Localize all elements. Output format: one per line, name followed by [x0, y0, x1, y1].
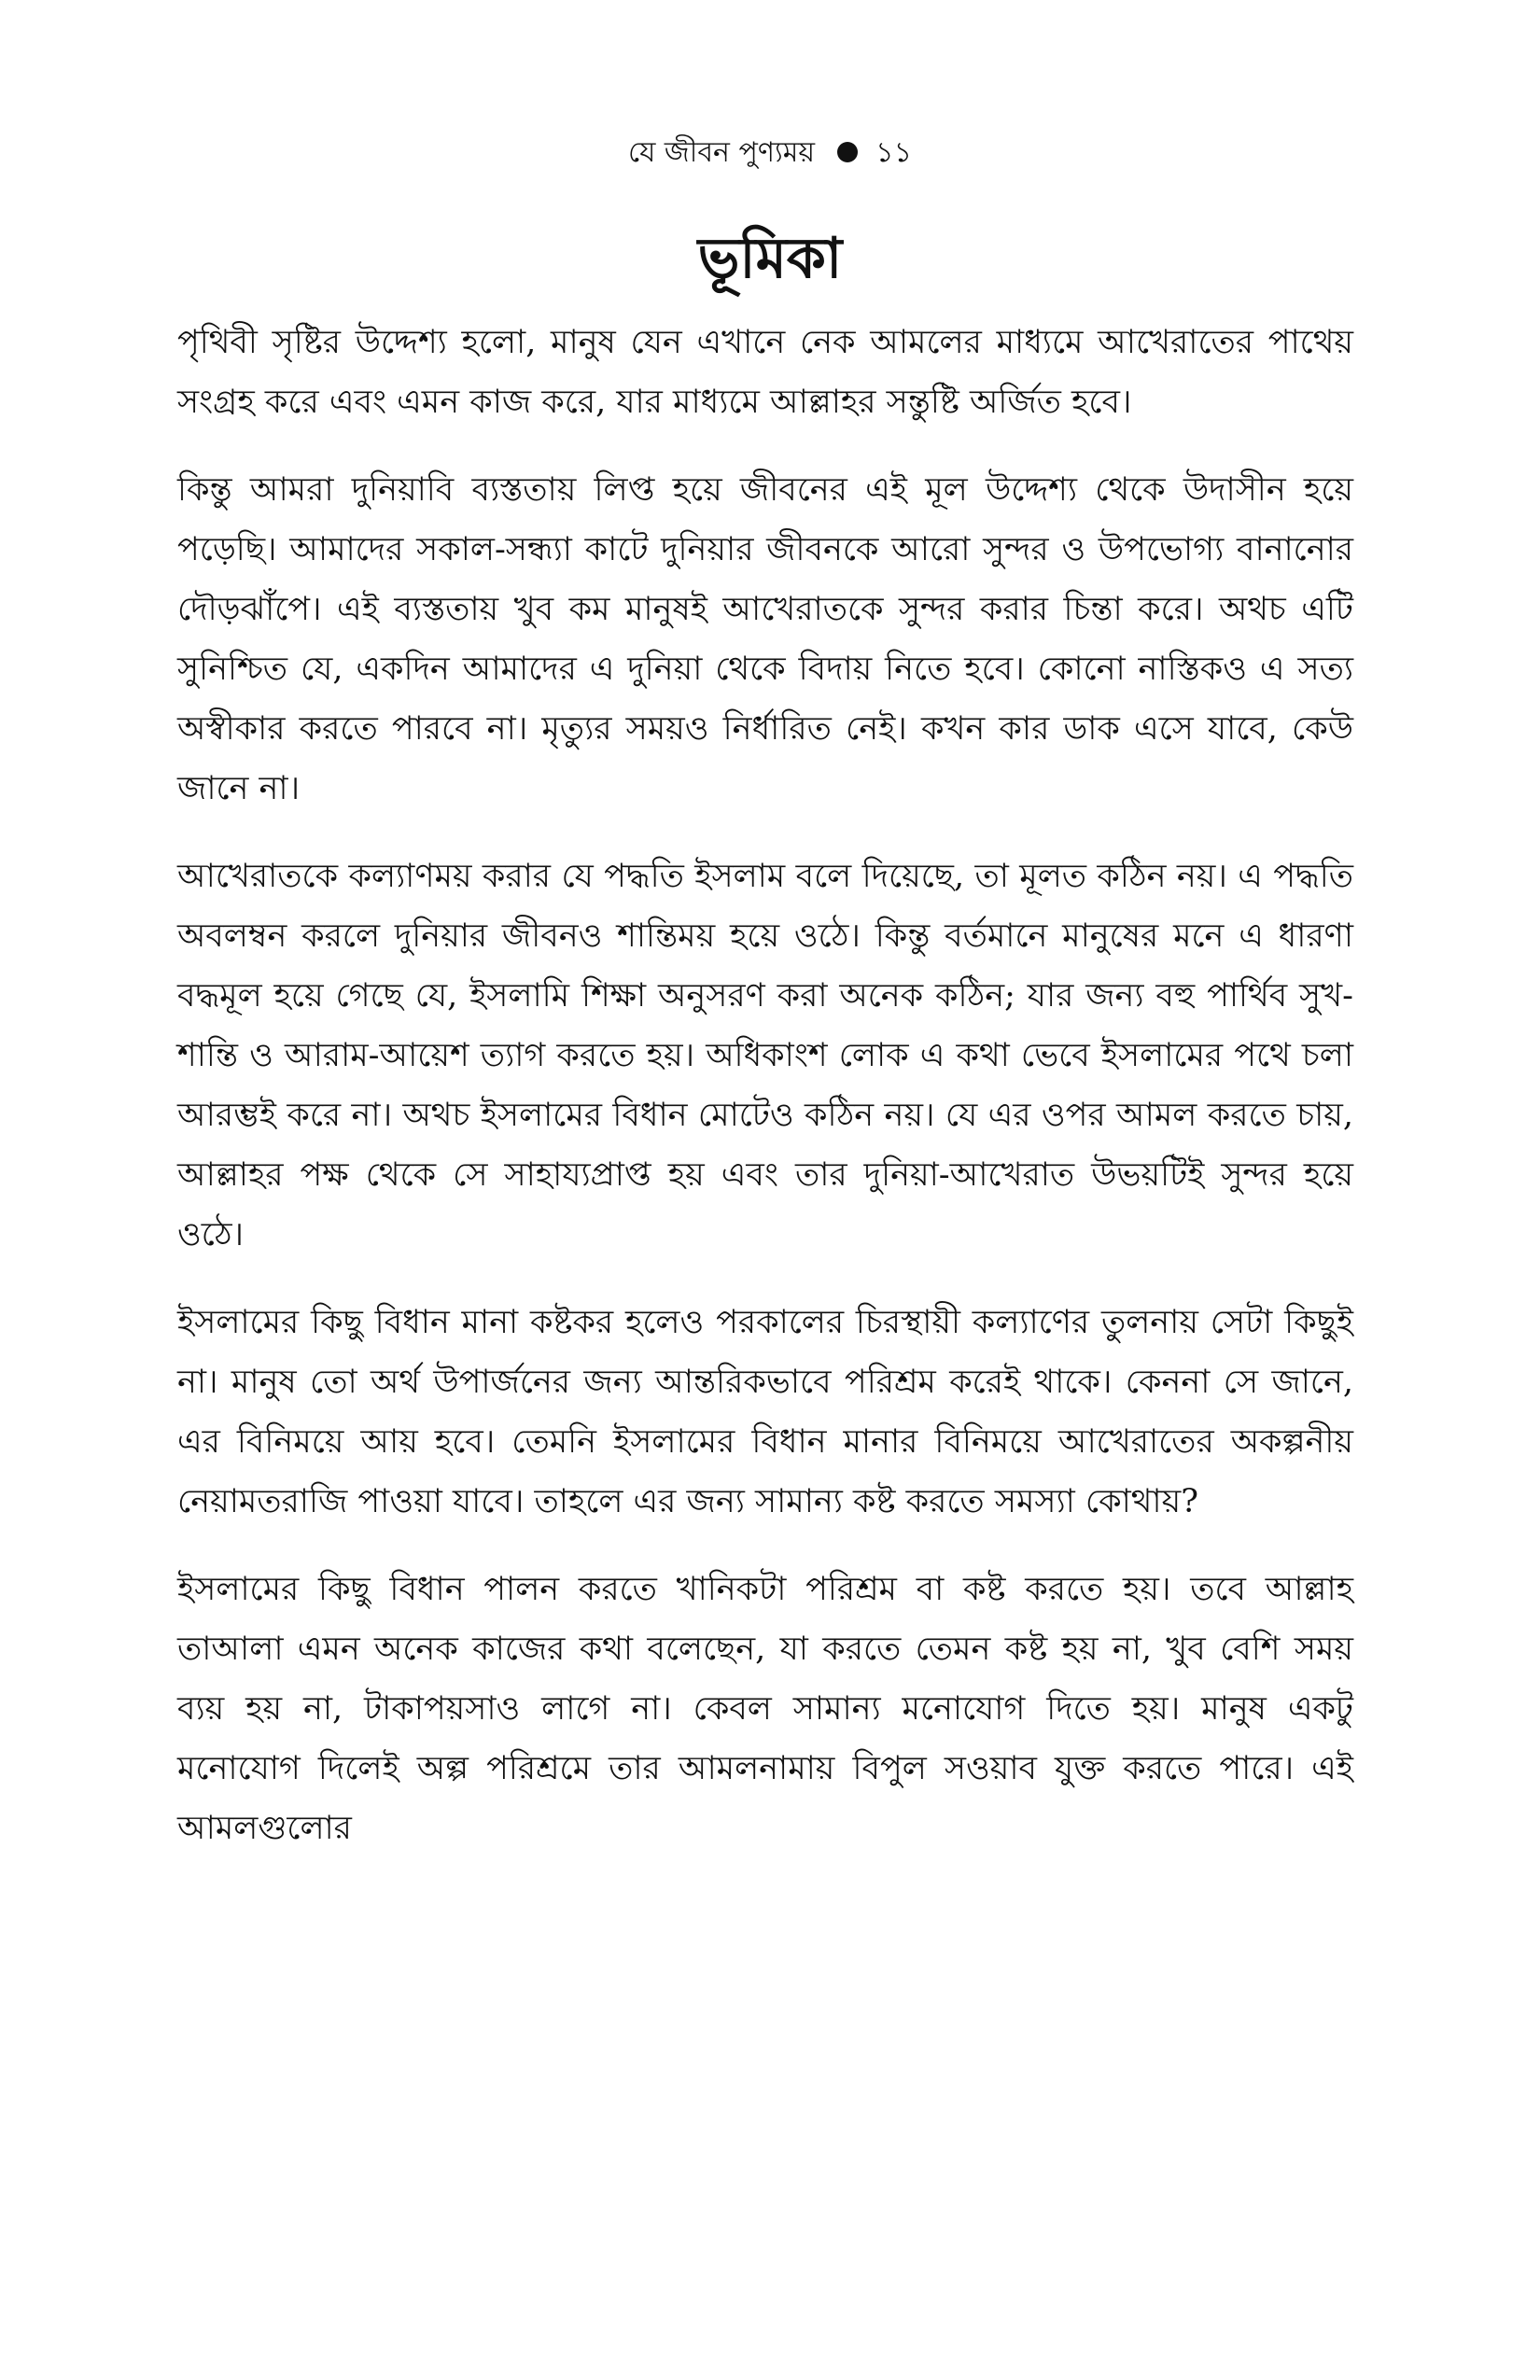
paragraph: আখেরাতকে কল্যাণময় করার যে পদ্ধতি ইসলাম বলে দিয়েছে, তা মূলত কঠিন নয়। এ পদ্ধতি অবলম্বন করলে দুনিয়ার জীবনও শান্তিময় হয়ে ওঠে। কিন্তু বর্তমানে মানুষের মনে এ ধারণা বদ্ধমূল হয়ে গেছে যে, ইসলামি শিক্ষা অনুসরণ করা অনেক কঠিন; যার জন্য বহু পার্থিব সুখ-শান্তি ও আরাম-আয়েশ ত্যাগ করতে হয়। অধিকাংশ লোক এ কথা ভেবে ইসলামের পথে চলা আরম্ভই করে না। অথচ ইসলামের বিধান মোটেও কঠিন নয়। যে এর ওপর আমল করতে চায়, আল্লাহর পক্ষ থেকে সে সাহায্যপ্রাপ্ত হয় এবং তার দুনিয়া-আখেরাত উভয়টিই সুন্দর হয়ে ওঠে।	[177, 858, 1353, 1253]
paragraph: ইসলামের কিছু বিধান মানা কষ্টকর হলেও পরকালের চিরস্থায়ী কল্যাণের তুলনায় সেটা কিছুই না। মানুষ তো অর্থ উপার্জনের জন্য আন্তরিকভাবে পরিশ্রম করেই থাকে। কেননা সে জানে, এর বিনিময়ে আয় হবে। তেমনি ইসলামের বিধান মানার বিনিময়ে আখেরাতের অকল্পনীয় নেয়ামতরাজি পাওয়া যাবে। তাহলে এর জন্য সামান্য কষ্ট করতে সমস্যা কোথায়?	[177, 1304, 1353, 1520]
running-header	[0, 131, 1540, 175]
bullet-dot-icon	[837, 142, 858, 162]
running-title: যে জীবন পুণ্যময়	[627, 136, 816, 169]
body-text	[177, 313, 1353, 1858]
page-number: ১১	[875, 136, 913, 169]
chapter-title: ভূমিকা	[697, 226, 843, 291]
paragraph: পৃথিবী সৃষ্টির উদ্দেশ্য হলো, মানুষ যেন এখানে নেক আমলের মাধ্যমে আখেরাতের পাথেয় সংগ্রহ করে এবং এমন কাজ করে, যার মাধ্যমে আল্লাহর সন্তুষ্টি অর্জিত হবে।	[177, 324, 1353, 421]
paragraph: ইসলামের কিছু বিধান পালন করতে খানিকটা পরিশ্রম বা কষ্ট করতে হয়। তবে আল্লাহ তাআলা এমন অনেক কাজের কথা বলেছেন, যা করতে তেমন কষ্ট হয় না, খুব বেশি সময় ব্যয় হয় না, টাকাপয়সাও লাগে না। কেবল সামান্য মনোযোগ দিতে হয়। মানুষ একটু মনোযোগ দিলেই অল্প পরিশ্রমে তার আমলনামায় বিপুল সওয়াব যুক্ত করতে পারে। এই আমলগুলোর	[177, 1571, 1353, 1847]
paragraph: কিন্তু আমরা দুনিয়াবি ব্যস্ততায় লিপ্ত হয়ে জীবনের এই মূল উদ্দেশ্য থেকে উদাসীন হয়ে পড়েছি। আমাদের সকাল-সন্ধ্যা কাটে দুনিয়ার জীবনকে আরো সুন্দর ও উপভোগ্য বানানোর দৌড়ঝাঁপে। এই ব্যস্ততায় খুব কম মানুষই আখেরাতকে সুন্দর করার চিন্তা করে। অথচ এটি সুনিশ্চিত যে, একদিন আমাদের এ দুনিয়া থেকে বিদায় নিতে হবে। কোনো নাস্তিকও এ সত্য অস্বীকার করতে পারবে না। মৃত্যুর সময়ও নির্ধারিত নেই। কখন কার ডাক এসে যাবে, কেউ জানে না।	[177, 471, 1353, 807]
